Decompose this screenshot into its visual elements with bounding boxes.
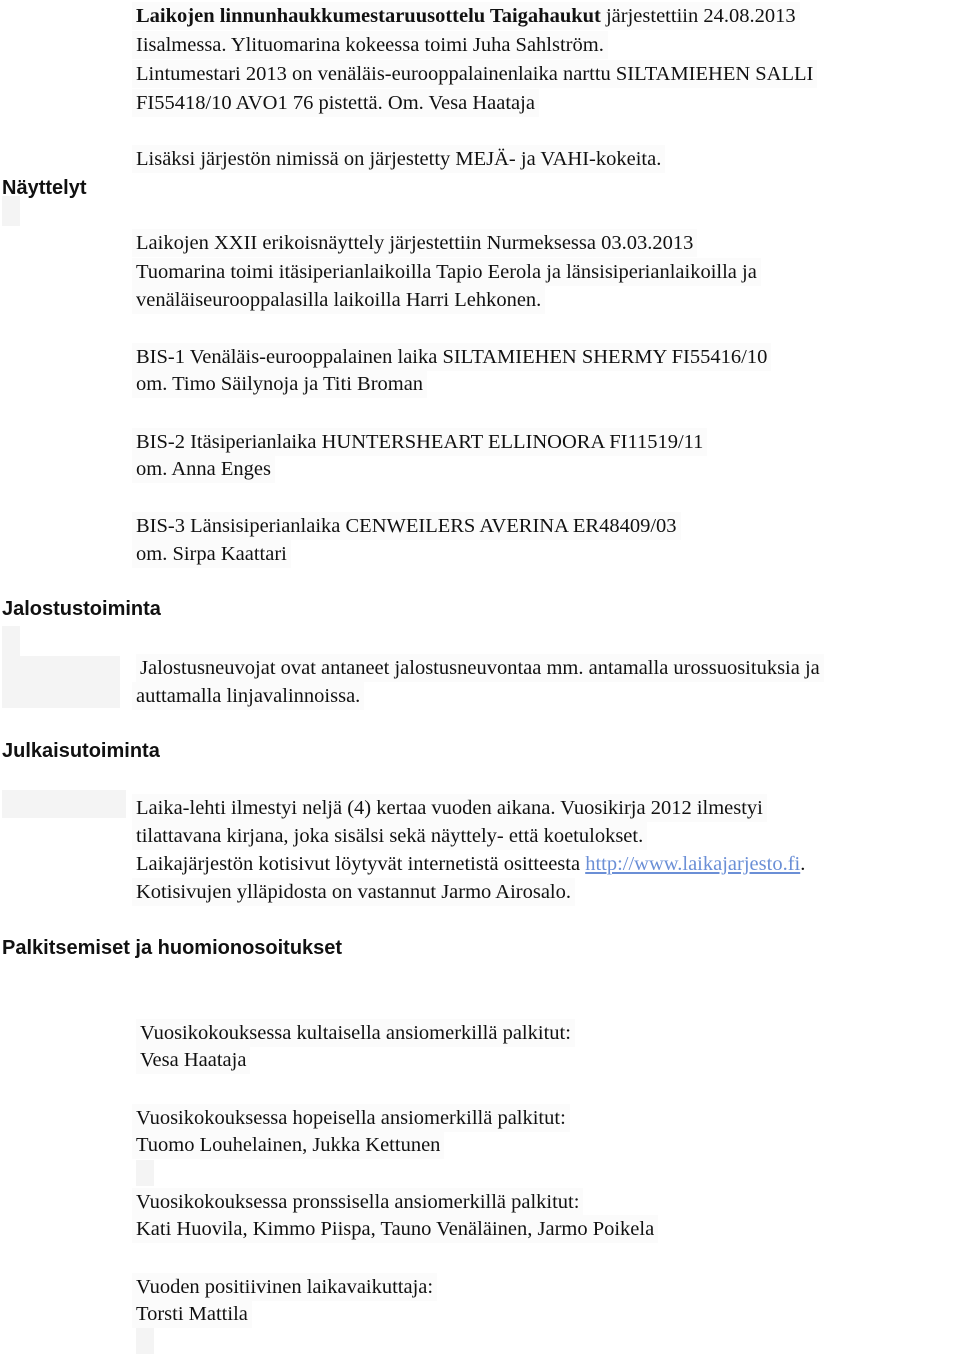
nayttelyt-paragraph-line: Lintumestari 2013 on venäläis-eurooppalainenlaika narttu SILTAMIEHEN SALLI — [132, 60, 817, 88]
homepage-period: . — [800, 853, 806, 875]
homepage-text: Laikajärjestön kotisivut löytyvät internetistä ositteesta — [136, 853, 586, 875]
bis-owner-line: om. Anna Enges — [132, 455, 275, 483]
shade-block — [136, 1328, 154, 1354]
bis-owner-line: om. Timo Säilynoja ja Titi Broman — [132, 370, 427, 398]
nayttelyt-paragraph-line: Laikojen XXII erikoisnäyttely järjestettiin Nurmeksessa 03.03.2013 — [132, 229, 697, 257]
award-gold-title: Vuosikokouksessa kultaisella ansiomerkillä palkitut: — [136, 1019, 575, 1047]
section-heading-palkitsemiset: Palkitsemiset ja huomionosoitukset — [2, 937, 343, 959]
section-heading-nayttelyt: Näyttelyt — [2, 177, 87, 199]
award-bronze-names: Kati Huovila, Kimmo Piispa, Tauno Venäläinen, Jarmo Poikela — [132, 1215, 658, 1243]
jalostus-paragraph-line: auttamalla linjavalinnoissa. — [132, 682, 364, 710]
award-positive-title: Vuoden positiivinen laikavaikuttaja: — [132, 1273, 437, 1301]
nayttelyt-paragraph-line — [132, 2, 800, 30]
julkaisu-paragraph-line: Kotisivujen ylläpidosta on vastannut Jarmo Airosalo. — [132, 878, 575, 906]
bis-result-line: BIS-2 Itäsiperianlaika HUNTERSHEART ELLINOORA FI11519/11 — [132, 428, 707, 456]
bis-result-line: BIS-3 Länsisiperianlaika CENWEILERS AVERINA ER48409/03 — [132, 512, 681, 540]
award-silver-names: Tuomo Louhelainen, Jukka Kettunen — [132, 1131, 444, 1159]
event-title: Laikojen linnunhaukkumestaruusottelu Taigahaukut — [136, 5, 601, 27]
julkaisu-paragraph-line — [132, 850, 809, 878]
homepage-link[interactable]: http://www.laikajarjesto.fi — [585, 853, 801, 875]
nayttelyt-paragraph-line: Tuomarina toimi itäsiperianlaikoilla Tapio Eerola ja länsisiperianlaikoilla ja — [132, 258, 761, 286]
award-positive-name: Torsti Mattila — [132, 1300, 252, 1328]
award-bronze-title: Vuosikokouksessa pronssisella ansiomerkillä palkitut: — [132, 1188, 583, 1216]
jalostus-paragraph-line: Jalostusneuvojat ovat antaneet jalostusneuvontaa mm. antamalla urossuosituksia ja — [136, 654, 824, 682]
shade-block — [2, 656, 120, 708]
section-heading-jalostustoiminta: Jalostustoiminta — [2, 598, 161, 620]
shade-block — [2, 790, 126, 818]
section-heading-julkaisutoiminta: Julkaisutoiminta — [2, 740, 160, 762]
nayttelyt-paragraph-line: FI55418/10 AVO1 76 pistettä. Om. Vesa Haataja — [132, 89, 539, 117]
bis-result-line: BIS-1 Venäläis-eurooppalainen laika SILTAMIEHEN SHERMY FI55416/10 — [132, 343, 771, 371]
award-silver-title: Vuosikokouksessa hopeisella ansiomerkillä palkitut: — [132, 1104, 570, 1132]
shade-block — [2, 626, 20, 656]
shade-block — [136, 1160, 154, 1186]
award-gold-names: Vesa Haataja — [136, 1046, 250, 1074]
julkaisu-paragraph-line: tilattavana kirjana, joka sisälsi sekä näyttely- että koetulokset. — [132, 822, 647, 850]
nayttelyt-paragraph-line: venäläiseurooppalasilla laikoilla Harri Lehkonen. — [132, 286, 545, 314]
nayttelyt-paragraph-line: Lisäksi järjestön nimissä on järjestetty MEJÄ- ja VAHI-kokeita. — [132, 145, 665, 173]
event-date-text: järjestettiin 24.08.2013 — [600, 5, 796, 27]
julkaisu-paragraph-line: Laika-lehti ilmestyi neljä (4) kertaa vuoden aikana. Vuosikirja 2012 ilmestyi — [132, 794, 767, 822]
nayttelyt-paragraph-line: Iisalmessa. Ylituomarina kokeessa toimi Juha Sahlström. — [132, 31, 608, 59]
bis-owner-line: om. Sirpa Kaattari — [132, 540, 291, 568]
